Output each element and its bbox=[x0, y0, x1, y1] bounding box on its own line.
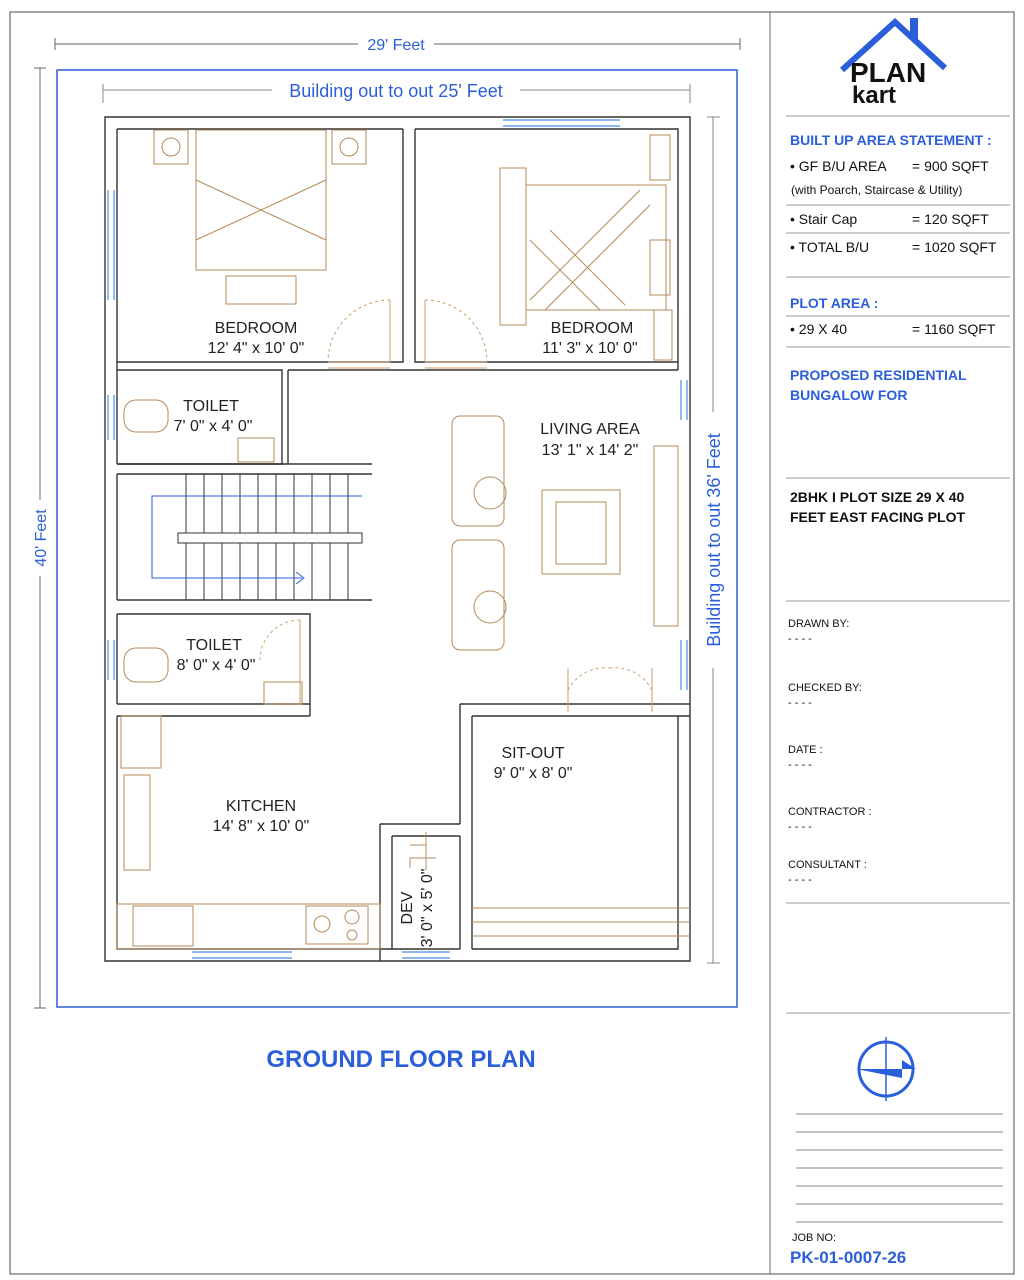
dev-name: DEV bbox=[399, 891, 416, 925]
north-arrow-icon bbox=[856, 1037, 916, 1101]
plot-area-label: • 29 X 40 bbox=[790, 321, 848, 337]
plankart-logo bbox=[842, 18, 945, 109]
doors bbox=[260, 300, 652, 690]
sitout-size: 9' 0" x 8' 0" bbox=[493, 765, 573, 782]
building-width-label: Building out to out 25' Feet bbox=[289, 81, 503, 101]
date-label: DATE : bbox=[788, 744, 823, 756]
contractor-label: CONTRACTOR : bbox=[788, 806, 872, 818]
stair-cap-label: • Stair Cap bbox=[790, 211, 858, 227]
consultant-label: CONSULTANT : bbox=[788, 859, 867, 871]
plot-width-label: 29' Feet bbox=[367, 37, 425, 54]
walls bbox=[105, 117, 690, 961]
windows bbox=[108, 120, 687, 958]
dev-size: 3' 0" x 5' 0" bbox=[419, 868, 436, 948]
toilet1-name: TOILET bbox=[183, 398, 239, 415]
toilet2-name: TOILET bbox=[186, 637, 242, 654]
living-name: LIVING AREA bbox=[540, 421, 640, 438]
checked-by-value: - - - - bbox=[788, 697, 812, 709]
stair-cap-value: = 120 SQFT bbox=[912, 211, 989, 227]
logo-kart: kart bbox=[852, 82, 897, 109]
gf-bu-label: • GF B/U AREA bbox=[790, 158, 887, 174]
drawn-by-value: - - - - bbox=[788, 633, 812, 645]
floor-plan bbox=[30, 34, 740, 1073]
total-bu-label: • TOTAL B/U bbox=[790, 239, 870, 255]
desc-line1: 2BHK I PLOT SIZE 29 X 40 bbox=[790, 489, 965, 505]
plot-area-title: PLOT AREA : bbox=[790, 295, 879, 311]
consultant-value: - - - - bbox=[788, 874, 812, 886]
bedroom1-size: 12' 4" x 10' 0" bbox=[207, 340, 305, 357]
toilet1-size: 7' 0" x 4' 0" bbox=[173, 418, 253, 435]
building-depth-label: Building out to out 36' Feet bbox=[704, 433, 724, 647]
proposed-line2: BUNGALOW FOR bbox=[790, 387, 908, 403]
job-no-label: JOB NO: bbox=[792, 1232, 837, 1244]
plan-title: GROUND FLOOR PLAN bbox=[266, 1046, 536, 1073]
drawn-by-label: DRAWN BY: bbox=[788, 618, 850, 630]
job-no-value: PK-01-0007-26 bbox=[790, 1248, 907, 1267]
checked-by-label: CHECKED BY: bbox=[788, 682, 862, 694]
plot-boundary bbox=[57, 70, 737, 1007]
coffee-table bbox=[542, 490, 620, 574]
proposed-line1: PROPOSED RESIDENTIAL bbox=[790, 367, 967, 383]
bed-1 bbox=[196, 130, 326, 270]
title-block bbox=[786, 18, 1010, 1267]
room-labels bbox=[174, 320, 641, 947]
contractor-value: - - - - bbox=[788, 821, 812, 833]
bed-2 bbox=[526, 185, 666, 310]
kitchen-name: KITCHEN bbox=[225, 798, 297, 815]
gf-bu-value: = 900 SQFT bbox=[912, 158, 989, 174]
staircase bbox=[178, 474, 362, 600]
logo-plan: PLAN bbox=[850, 57, 927, 88]
bedroom2-name: BEDROOM bbox=[550, 320, 634, 337]
desc-line2: FEET EAST FACING PLOT bbox=[790, 509, 966, 525]
signature-lines bbox=[796, 1114, 1003, 1222]
sitout-name: SIT-OUT bbox=[501, 745, 565, 762]
date-value: - - - - bbox=[788, 759, 812, 771]
bedroom1-name: BEDROOM bbox=[214, 320, 298, 337]
bedroom2-size: 11' 3" x 10' 0" bbox=[542, 340, 638, 357]
kitchen-size: 14' 8" x 10' 0" bbox=[212, 818, 310, 835]
plot-area-value: = 1160 SQFT bbox=[912, 321, 996, 337]
toilet2-size: 8' 0" x 4' 0" bbox=[176, 657, 256, 674]
built-up-title: BUILT UP AREA STATEMENT : bbox=[790, 132, 992, 148]
gf-bu-note: (with Poarch, Staircase & Utility) bbox=[791, 183, 963, 197]
plot-depth-label: 40' Feet bbox=[33, 509, 50, 567]
living-size: 13' 1" x 14' 2" bbox=[541, 442, 639, 459]
total-bu-value: = 1020 SQFT bbox=[912, 239, 997, 255]
